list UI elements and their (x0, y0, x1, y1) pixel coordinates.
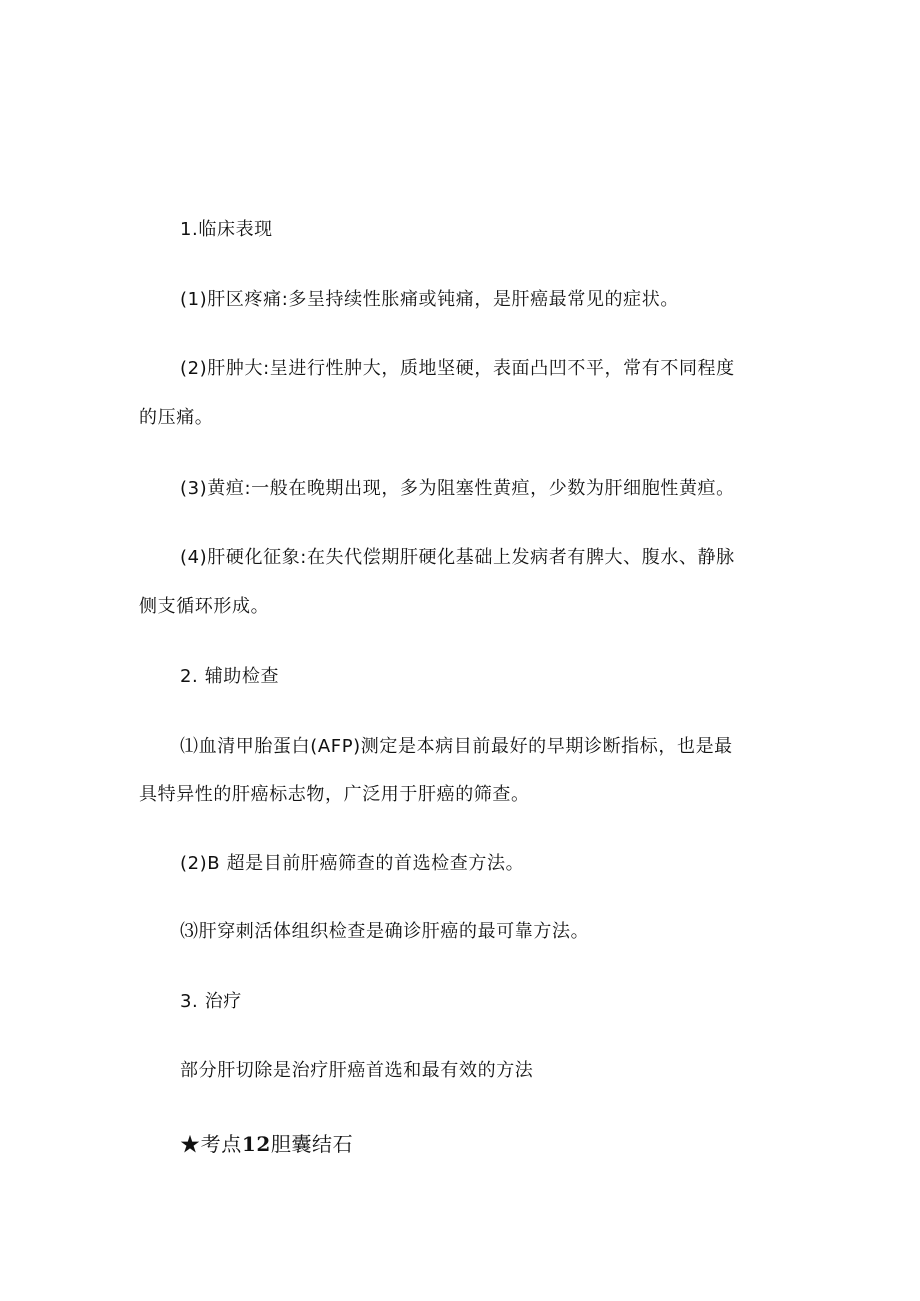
paragraph-clinical-3: (3)黄疸:一般在晚期出现，多为阻塞性黄疸，少数为肝细胞性黄疸。 (180, 478, 735, 499)
section-heading-aux: 2. 辅助检查 (180, 666, 280, 687)
paragraph-clinical-4-line1: (4)肝硬化征象:在失代偿期肝硬化基础上发病者有脾大、腹水、静脉 (180, 547, 735, 568)
section-heading-clinical: 1.临床表现 (180, 219, 273, 240)
star-icon: ★ (180, 1132, 201, 1156)
kaodian-prefix: 考点 (200, 1132, 242, 1156)
paragraph-clinical-2-line1: (2)肝肿大:呈进行性肿大，质地坚硬，表面凸凹不平，常有不同程度 (180, 358, 735, 379)
kaodian-heading (180, 1131, 353, 1157)
paragraph-aux-1-line2: 具特异性的肝癌标志物，广泛用于肝癌的筛查。 (139, 784, 530, 805)
kaodian-number: 12 (241, 1132, 271, 1156)
paragraph-treatment-1: 部分肝切除是治疗肝癌首选和最有效的方法 (180, 1060, 534, 1081)
paragraph-clinical-2-line2: 的压痛。 (139, 407, 214, 428)
paragraph-aux-3: ⑶肝穿刺活体组织检查是确诊肝癌的最可靠方法。 (180, 921, 590, 942)
paragraph-aux-2: (2)B 超是目前肝癌筛查的首选检查方法。 (180, 853, 525, 874)
paragraph-clinical-4-line2: 侧支循环形成。 (139, 596, 270, 617)
section-heading-treatment: 3. 治疗 (180, 991, 242, 1012)
kaodian-title: 胆囊结石 (270, 1132, 354, 1156)
paragraph-clinical-1: (1)肝区疼痛:多呈持续性胀痛或钝痛，是肝癌最常见的症状。 (180, 289, 679, 310)
paragraph-aux-1-line1: ⑴血清甲胎蛋白(AFP)测定是本病目前最好的早期诊断指标，也是最 (180, 736, 733, 757)
